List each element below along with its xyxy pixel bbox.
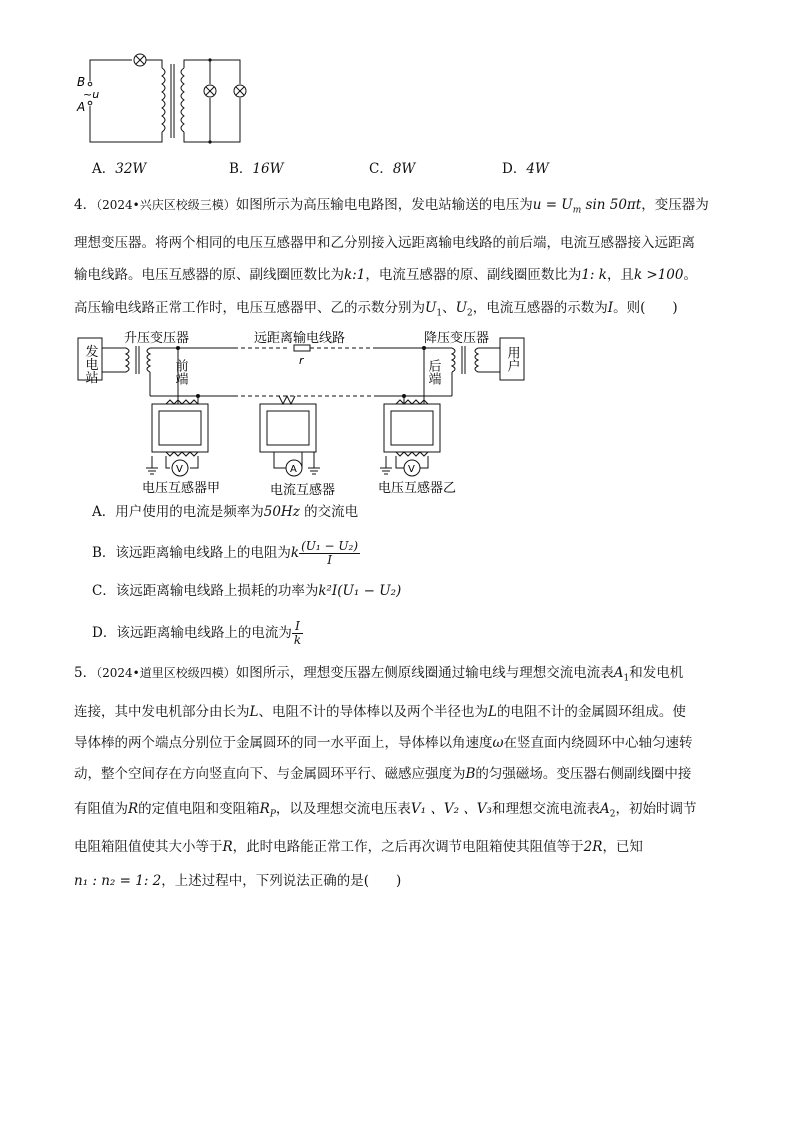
q4-number: 4． bbox=[74, 197, 97, 213]
q4-source: （2024•兴庆区校级三模） bbox=[96, 198, 236, 212]
label-a: A bbox=[77, 100, 86, 114]
label-step-down: 降压变压器 bbox=[424, 331, 490, 346]
label-b: B bbox=[77, 75, 86, 89]
label-user: 用户 bbox=[504, 346, 520, 372]
q5-line-6: 电阻箱阻值使其大小等于R，此时电路能正常工作，之后再次调节电阻箱使其阻值等于2R，已知 bbox=[74, 839, 643, 855]
q5-line-4: 动，整个空间存在方向竖直向下、与金属圆环平行、磁感应强度为B的匀强磁场。变压器右侧副线圈中接 bbox=[74, 766, 692, 782]
q4-option-a[interactable]: A．用户使用的电流是频率为50Hz 的交流电 bbox=[92, 504, 359, 520]
q4-option-b[interactable]: B．该远距离输电线路上的电阻为k $\frac{\text{(U₁ − U₂)}}{I}$ bbox=[92, 539, 359, 567]
label-u: ~u bbox=[83, 88, 100, 101]
q4-line-1: 4．（2024•兴庆区校级三模）如图所示为高压输电电路图，发电站输送的电压为$u = U_m$ sin 50πt，变压器为 bbox=[74, 197, 709, 216]
q3-option-d[interactable]: D．4W bbox=[502, 161, 549, 177]
q4-option-c[interactable]: C．该远距离输电线路上损耗的功率为k²I(U₁ − U₂) bbox=[92, 583, 402, 599]
meter-v-b: V bbox=[408, 464, 415, 475]
label-step-up: 升压变压器 bbox=[124, 331, 190, 346]
meter-a: A bbox=[290, 464, 297, 475]
q3-option-a[interactable]: A．32W bbox=[92, 161, 147, 177]
q5-line-3: 导体棒的两个端点分别位于金属圆环的同一水平面上，导体棒以角速度ω在竖直面内绕圆环中心轴匀速转 bbox=[74, 735, 693, 751]
q4-line-2: 理想变压器。将两个相同的电压互感器甲和乙分别接入远距离输电线路的前后端，电流互感器接入远距离 bbox=[74, 235, 695, 251]
meter-v-a: V bbox=[176, 464, 183, 475]
q4-line-3: 输电线路。电压互感器的原、副线圈匝数比为k:1，电流互感器的原、副线圈匝数比为1: k，且k >100。 bbox=[74, 267, 697, 283]
q5-source: （2024•道里区校级四模） bbox=[96, 666, 236, 680]
q4-option-d[interactable]: D．该远距离输电线路上的电流为 $\frac{I}{k}$ bbox=[92, 619, 302, 647]
q5-line-7: n₁ : n₂ = 1: 2，上述过程中，下列说法正确的是( ) bbox=[74, 873, 402, 889]
q5-line-1: 5．（2024•道里区校级四模）如图所示，理想变压器左侧原线圈通过输电线与理想交流电流表$A_1$和发电机 bbox=[74, 665, 684, 684]
q3-option-b[interactable]: B．16W bbox=[229, 161, 284, 177]
q3-option-c[interactable]: C．8W bbox=[369, 161, 416, 177]
label-ct: 电流互感器 bbox=[270, 483, 336, 498]
label-front: 前端 bbox=[172, 359, 188, 385]
label-pt-b: 电压互感器乙 bbox=[378, 481, 457, 496]
label-r: r bbox=[299, 354, 304, 367]
q4-line-4: 高压输电线路正常工作时，电压互感器甲、乙的示数分别为$U_1$、$U_2$，电流互感器的示数为I。则( ) bbox=[74, 300, 678, 319]
q5-line-2: 连接，其中发电机部分由长为L、电阻不计的导体棒以及两个半径也为L的电阻不计的金属圆环组成。使 bbox=[74, 704, 686, 720]
q3-circuit-figure bbox=[74, 50, 264, 146]
label-station: 发电站 bbox=[82, 344, 98, 384]
label-line: 远距离输电线路 bbox=[254, 331, 346, 346]
q5-line-5: 有阻值为R的定值电阻和变阻箱$R_P$，以及理想交流电压表V₁ 、V₂ 、V₃和理想交流电流表$A_2$，初始时调节 bbox=[74, 801, 697, 820]
label-back: 后端 bbox=[425, 359, 441, 385]
label-pt-a: 电压互感器甲 bbox=[142, 481, 221, 496]
q5-number: 5． bbox=[74, 665, 97, 681]
q4-transmission-figure bbox=[74, 328, 544, 498]
